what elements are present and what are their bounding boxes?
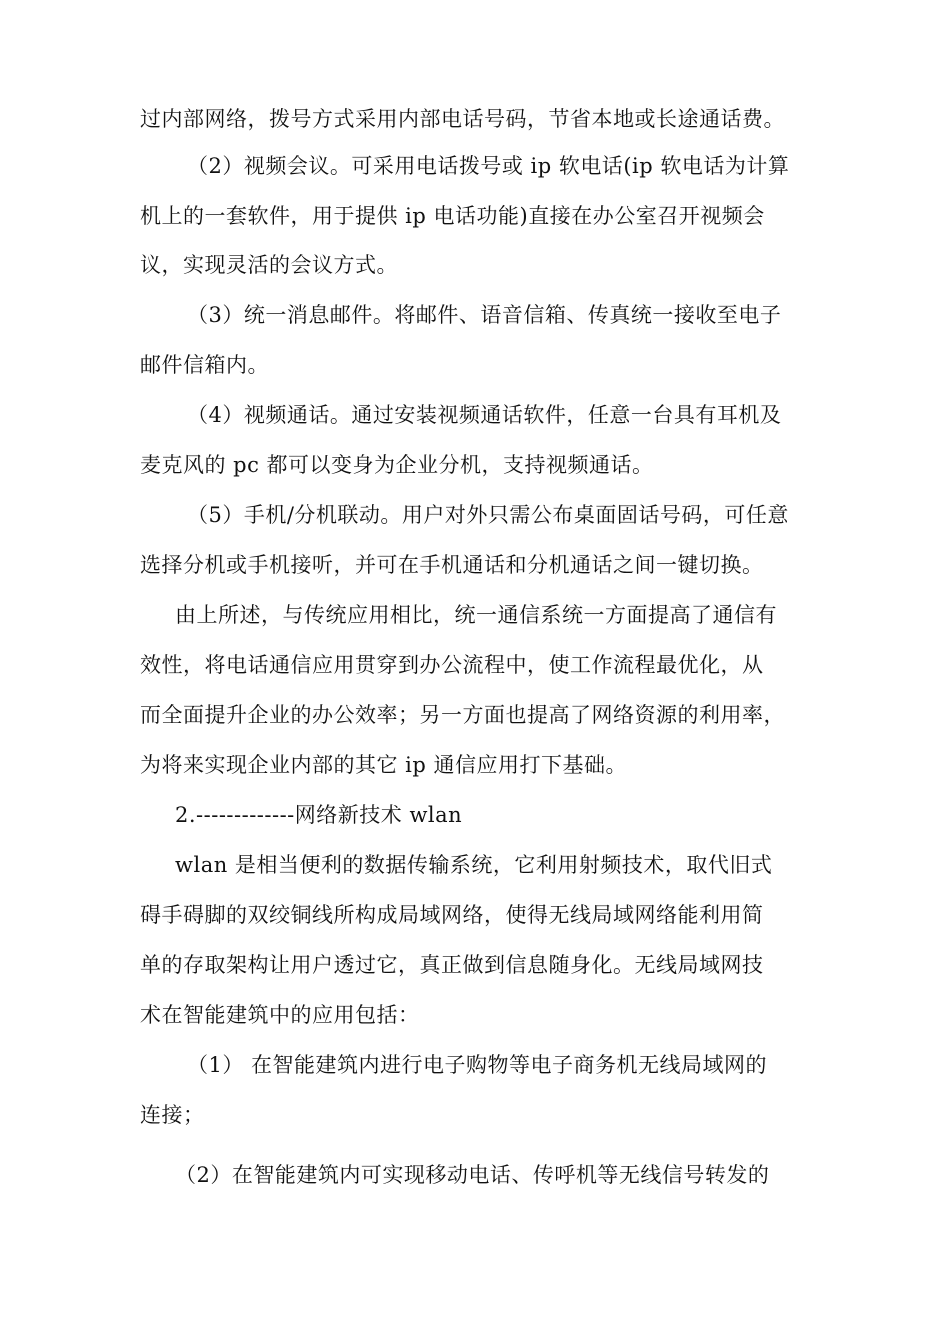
text-line: 议，实现灵活的会议方式。 (140, 253, 398, 277)
text-line: 机上的一套软件，用于提供 ip 电话功能)直接在办公室召开视频会 (140, 204, 765, 228)
text-line: 为将来实现企业内部的其它 ip 通信应用打下基础。 (140, 753, 628, 777)
text-line: （3）统一消息邮件。将邮件、语音信箱、传真统一接收至电子 (187, 303, 782, 327)
text-line: （1） 在智能建筑内进行电子购物等电子商务机无线局域网的 (187, 1053, 768, 1077)
text-line: （2）视频会议。可采用电话拨号或 ip 软电话(ip 软电话为计算 (187, 154, 790, 178)
text-line: wlan 是相当便利的数据传输系统，它利用射频技术，取代旧式 (175, 853, 773, 877)
text-line: 碍手碍脚的双绞铜线所构成局域网络，使得无线局域网络能利用简 (140, 903, 764, 927)
text-line: （2）在智能建筑内可实现移动电话、传呼机等无线信号转发的 (175, 1163, 770, 1187)
text-line: 术在智能建筑中的应用包括： (140, 1003, 420, 1027)
text-line: 选择分机或手机接听，并可在手机通话和分机通话之间一键切换。 (140, 553, 764, 577)
text-line: 连接； (140, 1103, 205, 1127)
text-line: 邮件信箱内。 (140, 353, 269, 377)
section-heading: 2.-------------网络新技术 wlan (175, 803, 463, 827)
text-line: 由上所述，与传统应用相比，统一通信系统一方面提高了通信有 (175, 603, 777, 627)
text-line: （4）视频通话。通过安装视频通话软件，任意一台具有耳机及 (187, 403, 782, 427)
text-line: 效性，将电话通信应用贯穿到办公流程中，使工作流程最优化，从 (140, 653, 764, 677)
text-line: 麦克风的 pc 都可以变身为企业分机，支持视频通话。 (140, 453, 654, 477)
text-line: 而全面提升企业的办公效率；另一方面也提高了网络资源的利用率， (140, 703, 785, 727)
text-line: 单的存取架构让用户透过它，真正做到信息随身化。无线局域网技 (140, 953, 764, 977)
text-line: 过内部网络，拨号方式采用内部电话号码，节省本地或长途通话费。 (140, 107, 785, 131)
text-line: （5）手机/分机联动。用户对外只需公布桌面固话号码，可任意 (187, 503, 789, 527)
